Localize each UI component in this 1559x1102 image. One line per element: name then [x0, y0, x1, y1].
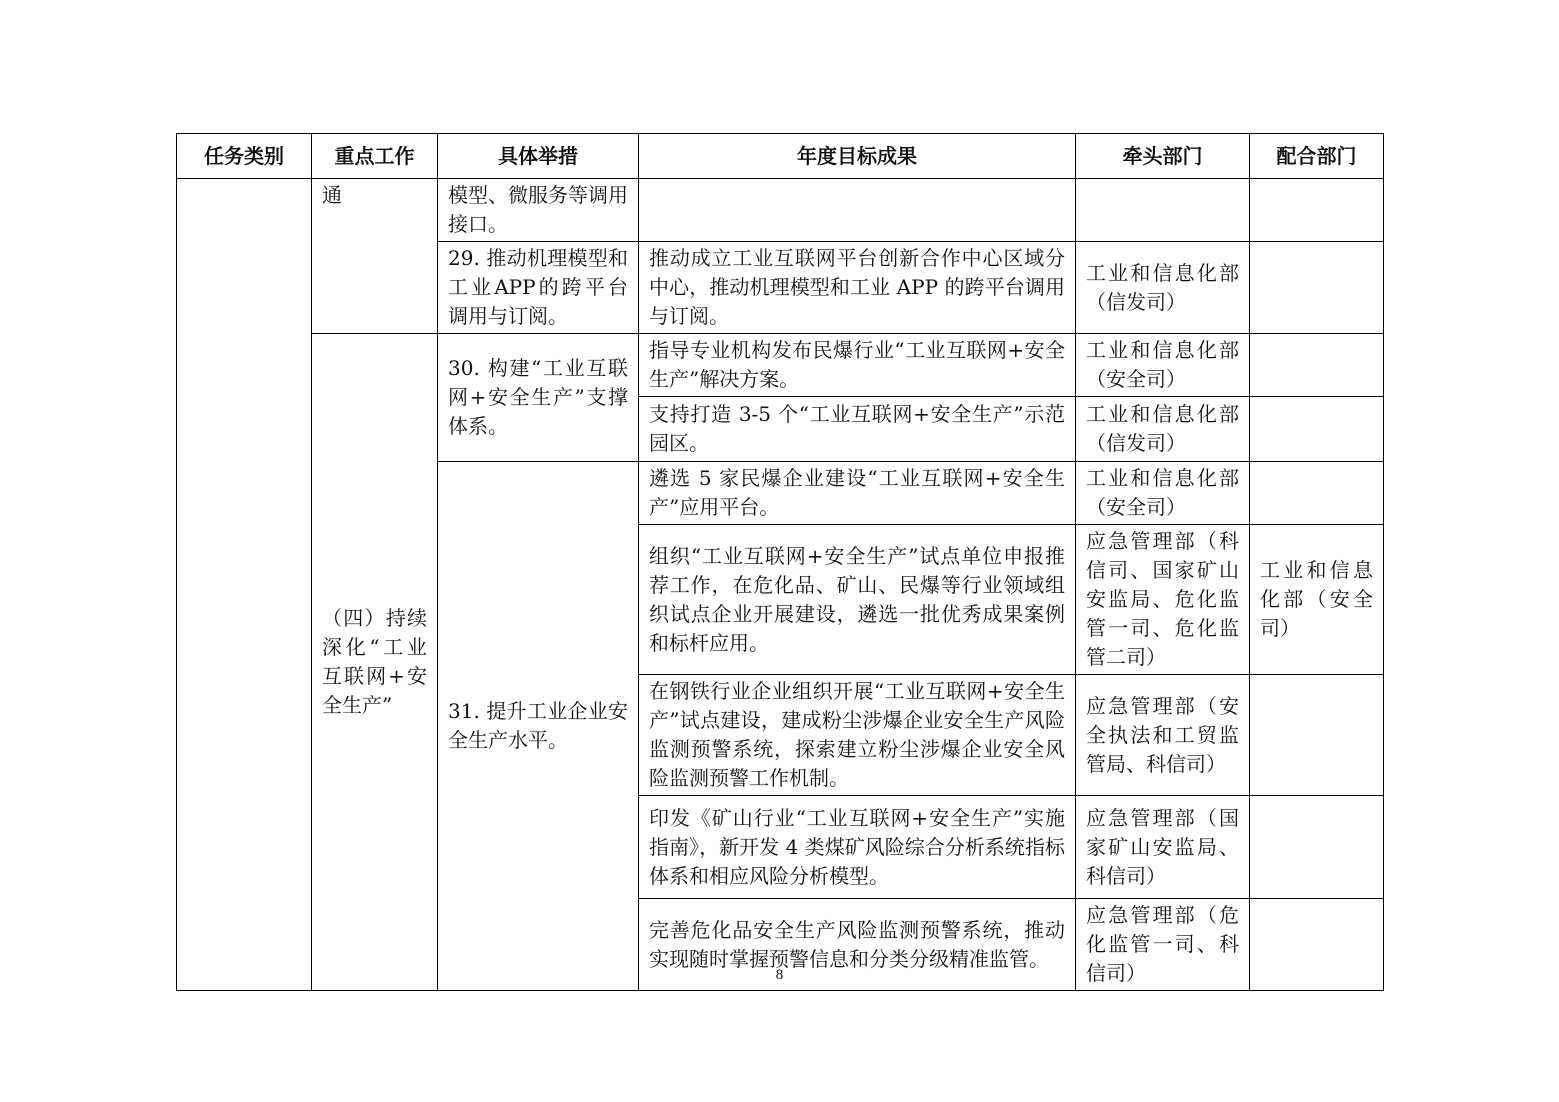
lead-dept-cell: 应急管理部（安全执法和工贸监管局、科信司）: [1076, 675, 1250, 796]
support-dept-cell: 工业和信息化部（安全司）: [1250, 525, 1384, 675]
header-task-category: 任务类别: [177, 134, 312, 179]
target-cell: 遴选 5 家民爆企业建设“工业互联网+安全生产”应用平台。: [639, 462, 1076, 525]
task-table: [176, 133, 1384, 991]
header-support-department: 配合部门: [1250, 134, 1384, 179]
key-work-cell: 通: [312, 179, 438, 334]
lead-dept-cell: 工业和信息化部（安全司）: [1076, 462, 1250, 525]
table-row: [177, 179, 1384, 242]
support-dept-cell: [1250, 334, 1384, 397]
lead-dept-cell: 工业和信息化部（信发司）: [1076, 397, 1250, 462]
measure-cell: 模型、微服务等调用接口。: [438, 179, 639, 242]
target-cell: 在钢铁行业企业组织开展“工业互联网+安全生产”试点建设，建成粉尘涉爆企业安全生产风险监测预警系统，探索建立粉尘涉爆企业安全风险监测预警工作机制。: [639, 675, 1076, 796]
lead-dept-cell: 工业和信息化部（信发司）: [1076, 242, 1250, 334]
header-key-work: 重点工作: [312, 134, 438, 179]
task-category-cell: [177, 179, 312, 991]
table-header-row: [177, 134, 1384, 179]
target-cell: [639, 179, 1076, 242]
measure-cell: 30. 构建“工业互联网+安全生产”支撑体系。: [438, 334, 639, 462]
support-dept-cell: [1250, 397, 1384, 462]
header-annual-target: 年度目标成果: [639, 134, 1076, 179]
lead-dept-cell: 应急管理部（国家矿山安监局、科信司）: [1076, 796, 1250, 899]
key-work-cell: （四）持续深化“工业互联网+安全生产”: [312, 334, 438, 991]
lead-dept-cell: 工业和信息化部（安全司）: [1076, 334, 1250, 397]
target-cell: 完善危化品安全生产风险监测预警系统，推动实现随时掌握预警信息和分类分级精准监管。: [639, 899, 1076, 991]
page-number: 8: [775, 967, 784, 983]
table-row: [177, 334, 1384, 397]
target-cell: 推动成立工业互联网平台创新合作中心区域分中心，推动机理模型和工业 APP 的跨平台调用与订阅。: [639, 242, 1076, 334]
support-dept-cell: [1250, 462, 1384, 525]
header-lead-department: 牵头部门: [1076, 134, 1250, 179]
support-dept-cell: [1250, 242, 1384, 334]
support-dept-cell: [1250, 796, 1384, 899]
support-dept-cell: [1250, 179, 1384, 242]
lead-dept-cell: [1076, 179, 1250, 242]
measure-cell: 31. 提升工业企业安全生产水平。: [438, 462, 639, 991]
target-cell: 组织“工业互联网+安全生产”试点单位申报推荐工作，在危化品、矿山、民爆等行业领域组织试点企业开展建设，遴选一批优秀成果案例和标杆应用。: [639, 525, 1076, 675]
target-cell: 指导专业机构发布民爆行业“工业互联网+安全生产”解决方案。: [639, 334, 1076, 397]
header-specific-measures: 具体举措: [438, 134, 639, 179]
support-dept-cell: [1250, 675, 1384, 796]
lead-dept-cell: 应急管理部（科信司、国家矿山安监局、危化监管一司、危化监管二司）: [1076, 525, 1250, 675]
target-cell: 印发《矿山行业“工业互联网+安全生产”实施指南》，新开发 4 类煤矿风险综合分析系统指标体系和相应风险分析模型。: [639, 796, 1076, 899]
target-cell: 支持打造 3-5 个“工业互联网+安全生产”示范园区。: [639, 397, 1076, 462]
lead-dept-cell: 应急管理部（危化监管一司、科信司）: [1076, 899, 1250, 991]
measure-cell: 29. 推动机理模型和工业APP的跨平台调用与订阅。: [438, 242, 639, 334]
